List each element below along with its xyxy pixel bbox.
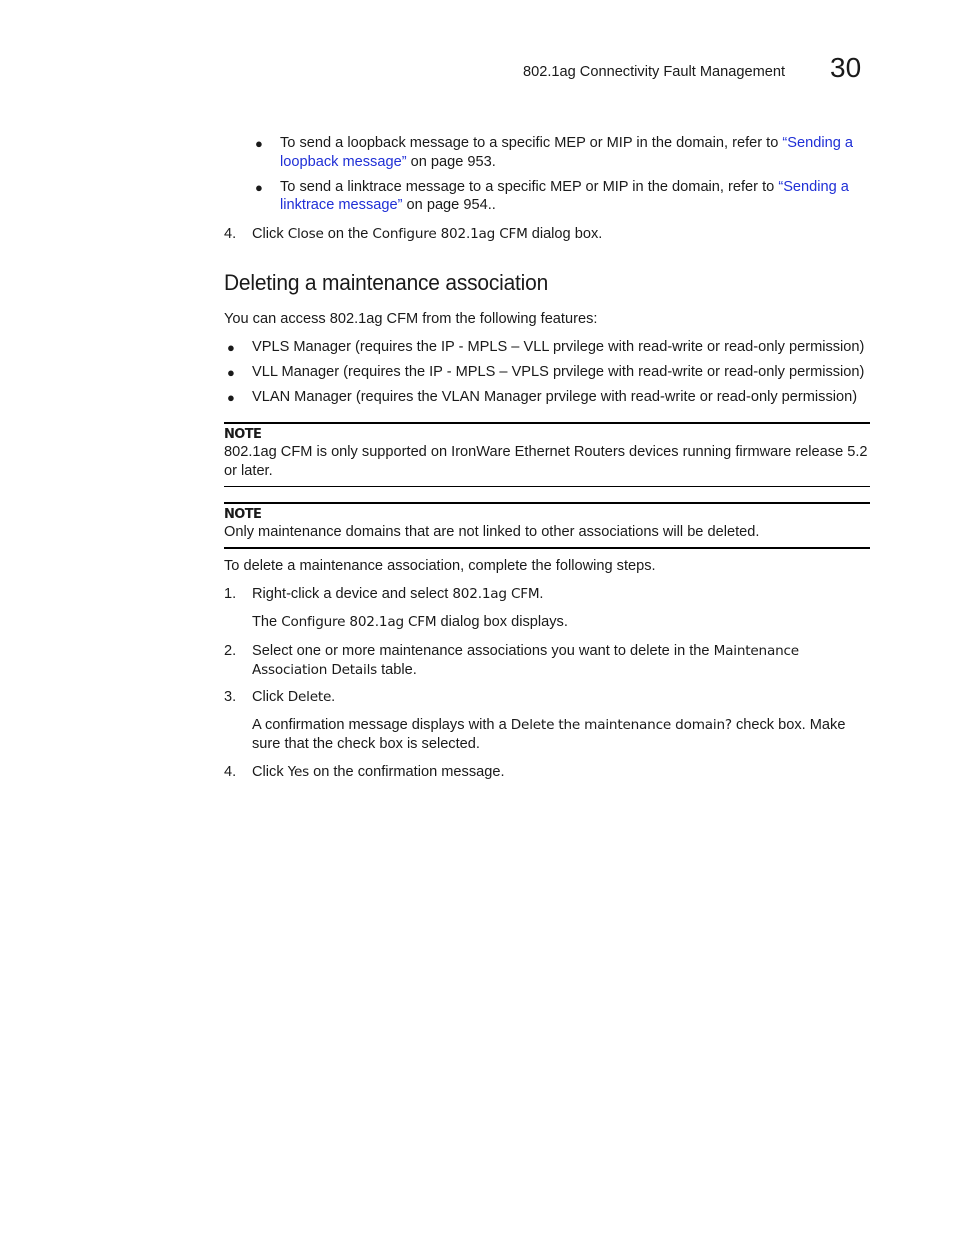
note-label: NOTE: [224, 427, 262, 442]
bullet-text-loopback: To send a loopback message to a specific MEP or MIP in the domain, refer to “Sending a: [280, 135, 853, 151]
bullet-text-linktrace: To send a linktrace message to a specific MEP or MIP in the domain, refer to “Sending a: [280, 179, 849, 195]
step-number: 1.: [224, 586, 237, 602]
bullet-icon: ●: [255, 136, 263, 151]
step-number: 2.: [224, 643, 237, 659]
running-header-title: 802.1ag Connectivity Fault Management: [523, 64, 786, 80]
step-text-select: Select one or more maintenance associations you want to delete in the Maintenance: [252, 643, 799, 659]
step-result-confirmation-cont: sure that the check box is selected.: [252, 736, 480, 752]
bullet-icon: ●: [255, 180, 263, 195]
step-number: 3.: [224, 689, 237, 705]
step-result-dialog: The Configure 802.1ag CFM dialog box displays.: [252, 614, 568, 630]
procedure-intro: To delete a maintenance association, complete the following steps.: [224, 558, 656, 574]
chapter-number: 30: [830, 52, 862, 83]
note-top-rule: [224, 502, 870, 504]
link-sending-loopback[interactable]: “Sending a: [782, 135, 853, 151]
step-text-select-cont: Association Details table.: [252, 662, 417, 678]
feature-item-vpls: VPLS Manager (requires the IP - MPLS – VLL prvilege with read-write or read-only permission): [252, 339, 865, 355]
link-sending-loopback-cont[interactable]: loopback message”: [280, 154, 407, 170]
step-text-right-click: Right-click a device and select 802.1ag CFM.: [252, 586, 544, 602]
step-text-close: Click Close on the Configure 802.1ag CFM dialog box.: [252, 226, 603, 242]
step-result-confirmation: A confirmation message displays with a Delete the maintenance domain? check box. Make: [252, 717, 846, 733]
link-sending-linktrace[interactable]: “Sending a: [778, 179, 849, 195]
step-number: 4.: [224, 764, 237, 780]
note-text: Only maintenance domains that are not linked to other associations will be deleted.: [224, 524, 760, 540]
bullet-icon: ●: [227, 340, 235, 355]
section-heading: Deleting a maintenance association: [224, 270, 549, 295]
note-text-cont: or later.: [224, 463, 273, 479]
note-bottom-rule: [224, 547, 870, 549]
note-bottom-rule: [224, 486, 870, 487]
bullet-text-linktrace-cont: linktrace message” on page 954..: [280, 197, 496, 213]
note-top-rule: [224, 422, 870, 424]
feature-item-vll: VLL Manager (requires the IP - MPLS – VPLS prvilege with read-write or read-only permission): [252, 364, 865, 380]
note-text: 802.1ag CFM is only supported on IronWare Ethernet Routers devices running firmware release 5.2: [224, 444, 868, 460]
bullet-text-loopback-cont: loopback message” on page 953.: [280, 154, 496, 170]
link-sending-linktrace-cont[interactable]: linktrace message”: [280, 197, 403, 213]
section-intro: You can access 802.1ag CFM from the following features:: [224, 311, 598, 327]
step-text-yes: Click Yes on the confirmation message.: [252, 764, 505, 780]
step-number: 4.: [224, 226, 237, 242]
bullet-icon: ●: [227, 390, 235, 405]
step-text-delete: Click Delete.: [252, 689, 336, 705]
bullet-icon: ●: [227, 365, 235, 380]
feature-item-vlan: VLAN Manager (requires the VLAN Manager prvilege with read-write or read-only permission): [252, 389, 858, 405]
note-label: NOTE: [224, 507, 262, 522]
